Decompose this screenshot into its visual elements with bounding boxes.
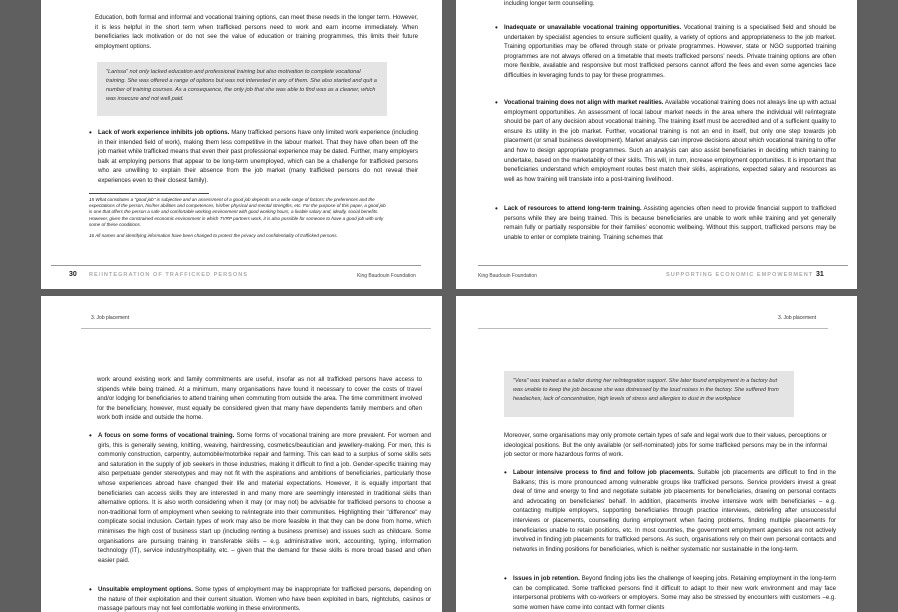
paragraph-organisation-values: Moreover, some organisations may only promote certain types of safe and legal work due to their values, perceptions or ideological positions. But the only available (or self-nominated) jobs for some trafficked persons may be in the informal job sector or more hazardous forms of work. bbox=[504, 432, 827, 459]
bullet-text: Beyond finding jobs lies the challenge of keeping jobs. Retaining employment in the long-term can be complicated. Some trafficked persons find it difficult to adapt to their new work environment and may face interpersonal problems with co-workers or employers. Some may also be stressed by encounters with customers –e.g. some women have come into contact with former clients bbox=[513, 575, 836, 611]
page-31 bbox=[456, 0, 857, 289]
bullet-focus-vocational-training bbox=[89, 431, 431, 565]
footnote-16: 16 All names and identifying information have been changed to protect the privacy and confidentiality of trafficked persons. bbox=[89, 233, 338, 238]
publisher-name: King Baudouin Foundation bbox=[357, 273, 416, 279]
bullet-labour-intensive-process bbox=[504, 468, 836, 554]
page-number: 31 bbox=[816, 271, 824, 278]
bullet-lack-of-work-experience bbox=[89, 128, 418, 186]
bullet-title: Issues in job retention. bbox=[513, 575, 580, 582]
footnote-15: 15 What constitutes a "good job" is subjective and an assessment of a good job depends on a wide range of factors: the preferences and the expectations of the person, his/her abilities and competences, his/her physical and mental strengths, etc. For the purpose of this paper, a good job is one that offers the person a safe and comfortable working environment with good working hours, a livable salary and, ideally, social benefits. However, given the constrained economic environment in which TVRP partners work, it is also possible for someone to have a good job with only some of these conditions. bbox=[89, 197, 386, 227]
footer-rule bbox=[51, 265, 421, 266]
bullet-title: Lack of resources to attend long-term training. bbox=[504, 205, 642, 212]
bullet-text: Many trafficked persons have only limited work experience (including in their intended field of work), making them less competitive in the labour market. That they have often been off the job market while trafficked means that even their past professional experience may be dated. Further, many employers balk at employing persons that appear to be long-term unemployed, which can be a challenge for trafficked persons who are unwilling to explain their absence from the job market (many trafficked persons do not reveal their experiences even to their closest family). bbox=[98, 129, 418, 184]
page-30 bbox=[41, 0, 442, 289]
bullet-title: A focus on some forms of vocational training. bbox=[98, 432, 235, 439]
bullet-lack-of-resources bbox=[495, 204, 836, 242]
page-job-placement-right bbox=[456, 296, 857, 612]
bullet-text: Available vocational training does not always line up with actual employment opportunities. An assessment of local labour market needs in the area where the individual will re/integrate should be part of any decision about vocational training. The training itself must be accredited and of a sufficient quality to ensure its utility in the job market. Further, vocational training is not an end in itself, but only one step towards job placement (or small business development). Market analysis can improve decisions about which vocational training to offer and how to design appropriate programmes. Such an analysis can also assist beneficiaries in deciding which training to undertake, based on the marketability of their skills. This will, in turn, increase employment opportunities. It is important that beneficiaries understand which employment routes best match their skills, aspirations, expected salary and resources as well as how training will translate into a post-training livelihood. bbox=[504, 99, 836, 183]
bullet-title: Unsuitable employment options. bbox=[98, 586, 193, 593]
bullet-text: Some types of employment may be inappropriate for trafficked persons, depending on the nature of their exploitation and their current situation. Women who have been exploited in bars, nightclubs, casinos or massage parlours may not feel comfortable working in these environments. bbox=[98, 586, 432, 612]
bullet-title: Inadequate or unavailable vocational training opportunities. bbox=[504, 24, 682, 31]
running-head: 3. Job placement bbox=[778, 315, 817, 321]
bullet-title: Labour intensive process to find and follow job placements. bbox=[513, 469, 695, 476]
bullet-training-market-realities bbox=[495, 98, 836, 184]
paragraph-training-commitments: work around existing work and family commitments are useful, insofar as not all trafficked persons have access to stipends while being trained. At a minimum, many organisations have found it necessary to cover the costs of travel and/or lodging for beneficiaries to attend training when commuting from outside the area. The time commitment involved for the beneficiary, however, must equally be considered given that many have dependents family members and often work both inside and outside the home. bbox=[97, 376, 422, 422]
bullet-text: Assisting agencies often need to provide financial support to trafficked persons while they are being trained. This is because beneficiaries are unable to work while training and yet generally remain fully or partially responsible for their families' economic wellbeing. Without this support, trafficked persons may be unable to enter or complete training. Training schemes that bbox=[504, 205, 836, 241]
bullet-title: Vocational training does not align with market realities. bbox=[504, 99, 664, 106]
running-folio: SUPPORTING ECONOMIC EMPOWERMENT bbox=[666, 272, 814, 278]
page-number: 30 bbox=[69, 271, 77, 278]
bullet-inadequate-training bbox=[495, 23, 836, 81]
header-rule bbox=[81, 328, 431, 329]
bullet-text: Some forms of vocational training are more prevalent. For women and girls, this is generally sewing, knitting, weaving, hairdressing, cosmetics/beautician and jewellery-making. For men, this is commonly construction, carpentry, automobile/motorbike repair and farming. This can lead to a surplus of some skills sets and saturation in the supply of job seekers in those industries, making it difficult to find a job. Gender-specific training may also perpetuate gender stereotypes and may not fit with the aspirations and ambitions of beneficiaries, particularly those whose experiences abroad have changed their life and material expectations. However, it is equally important that beneficiaries can access skills they are interested in and many more are seemingly interested in traditional skills than alternative options. It is also worth considering when it may (or may not) be advisable for trafficked persons to choose a non-traditional form of employment when seeking to re/integrate into their communities. Highlighting their "difference" may complicate social inclusion. Certain types of work may also be more feasible in that they can be done from home, which minimises the high cost of business start up (including renting a business premise) and issues such as childcare. Some organisations are pursuing training in transferable skills – e.g. administrative work, accounting, typing, information technology (IT), service industry/hospitality, etc. – given that the demand for these skills is more broad based and often easier paid. bbox=[98, 432, 431, 564]
running-head: 3. Job placement bbox=[91, 315, 130, 321]
publisher-name: King Baudouin Foundation bbox=[478, 273, 537, 279]
bullet-text: Vocational training is a specialised field and should be undertaken by specialist agencies to ensure sufficient quality, a variety of options and appropriateness to the job market. Training opportunities may be offered through state or private programmes. However, state or NGO supported training programmes are not always offered on a timetable that meets trafficked persons' needs. Private training options are often more flexible, available and responsive but most trafficked persons cannot afford the fees and even some agencies face difficulties in leveraging funds to pay for these programmes. bbox=[504, 24, 836, 79]
paragraph-tail: including longer term counselling. bbox=[504, 0, 595, 7]
paragraph-education: Education, both formal and informal and vocational training options, can meet these needs in the longer term. However, it is less helpful in the short term when trafficked persons need to work and earn income immediately. When beneficiaries lack motivation or do not see the value of education or training programmes, this limits their future employment options. bbox=[95, 14, 418, 50]
bullet-job-retention bbox=[504, 574, 836, 612]
header-rule bbox=[478, 328, 828, 329]
footer-rule bbox=[478, 265, 848, 266]
footnote-rule bbox=[89, 193, 209, 194]
case-quote-vera: "Vera" was trained as a tailor during her re/integration support. She later found employment in a factory but was unable to keep the job because she was distressed by the loud noises in the factory. She suffered from headaches, lack of concentration, high levels of stress and allergies to dust in the workplace bbox=[504, 371, 794, 417]
bullet-unsuitable-employment bbox=[89, 585, 431, 612]
page-job-placement-left bbox=[41, 296, 442, 612]
running-folio: RE/INTEGRATION OF TRAFFICKED PERSONS bbox=[89, 272, 248, 278]
bullet-text: Suitable job placements are difficult to find in the Balkans; this is more pronounced among vulnerable groups like trafficked persons. Service providers invest a great deal of time and energy to find and negotiate suitable job placements for beneficiaries, drawing on personal contacts and advocating on beneficiaries' behalf. In addition, placements involve intensive work with beneficiaries – e.g. contacting multiple employers, supporting beneficiaries through practice interviews, debriefing after unsuccessful interviews or placements, counselling during employment when facing problems, finding multiple placements for beneficiaries unable to retain positions, etc. In most countries, the government employment agencies are not actively involved in finding job placements for trafficked persons. As such, organisations rely on their own personal contacts and networks in finding positions for beneficiaries, which is neither systematic nor sustainable in the long-term. bbox=[513, 469, 836, 553]
case-quote-larissa: "Larissa" not only lacked education and professional training but also motivation to complete vocational training. She was offered a range of options but was not interested in any of them. She also started and quit a number of training courses. As a consequence, the only job that she was able to find was as a cleaner, which was insecure and not well paid. bbox=[97, 62, 387, 116]
bullet-title: Lack of work experience inhibits job options. bbox=[98, 129, 230, 136]
